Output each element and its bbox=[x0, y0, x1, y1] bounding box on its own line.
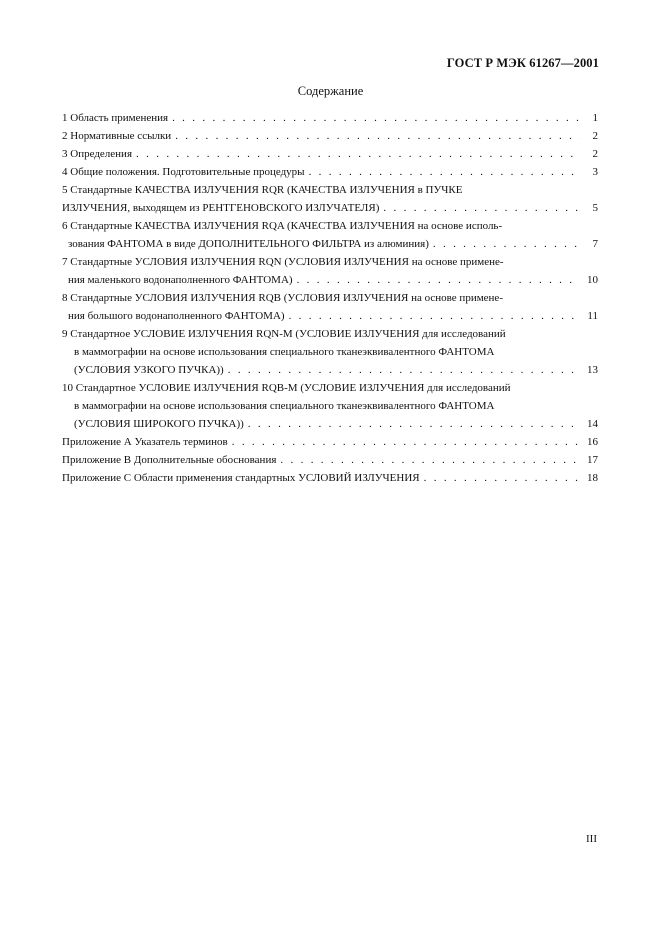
leader-dots bbox=[172, 109, 580, 127]
toc-page-number: 17 bbox=[587, 454, 598, 466]
toc-entry-text: (УСЛОВИЯ УЗКОГО ПУЧКА)) bbox=[74, 364, 224, 376]
toc-entry-text: в маммографии на основе использования специального тканеэквивалентного ФАНТОМА bbox=[74, 400, 495, 412]
toc-entry-text: Приложение В Дополнительные обоснования bbox=[62, 454, 277, 466]
toc-entry-text: 2 Нормативные ссылки bbox=[62, 130, 172, 142]
toc-entry-text: 1 Область применения bbox=[62, 112, 169, 124]
toc-entry-text: ния маленького водонаполненного ФАНТОМА) bbox=[68, 274, 293, 286]
leader-dots bbox=[424, 469, 580, 487]
toc-page-number: 1 bbox=[592, 112, 598, 124]
toc-page-number: 11 bbox=[587, 310, 598, 322]
toc-entry-text: 5 Стандартные КАЧЕСТВА ИЗЛУЧЕНИЯ RQR (КАЧЕСТВА ИЗЛУЧЕНИЯ в ПУЧКЕ bbox=[62, 184, 463, 196]
toc-entry-3[interactable] bbox=[62, 145, 598, 163]
toc-title: Содержание bbox=[297, 84, 364, 98]
toc-page-number: 10 bbox=[587, 274, 598, 286]
leader-dots bbox=[297, 271, 580, 289]
toc-entry-10[interactable] bbox=[62, 379, 598, 433]
toc-entry-text: в маммографии на основе использования специального тканеэквивалентного ФАНТОМА bbox=[74, 346, 495, 358]
toc-page-number: 7 bbox=[592, 238, 598, 250]
page-number: III bbox=[586, 833, 597, 845]
toc-entry-4[interactable] bbox=[62, 163, 598, 181]
document-header-id: ГОСТ Р МЭК 61267—2001 bbox=[446, 56, 599, 70]
toc-entry-8[interactable] bbox=[62, 289, 598, 325]
toc-entry-9[interactable] bbox=[62, 325, 598, 379]
toc-appendix-a[interactable] bbox=[62, 433, 598, 451]
leader-dots bbox=[228, 361, 580, 379]
toc-appendix-b[interactable] bbox=[62, 451, 598, 469]
toc-page-number: 2 bbox=[592, 130, 598, 142]
leader-dots bbox=[136, 145, 580, 163]
leader-dots bbox=[232, 433, 580, 451]
toc-entry-text: зования ФАНТОМА в виде ДОПОЛНИТЕЛЬНОГО ФИЛЬТРА из алюминия) bbox=[68, 238, 429, 250]
toc-entry-text: 9 Стандартное УСЛОВИЕ ИЗЛУЧЕНИЯ RQN-M (УСЛОВИЕ ИЗЛУЧЕНИЯ для исследований bbox=[62, 328, 506, 340]
toc-page-number: 16 bbox=[587, 436, 598, 448]
toc-entry-text: Приложение С Области применения стандартных УСЛОВИЙ ИЗЛУЧЕНИЯ bbox=[62, 472, 420, 484]
leader-dots bbox=[175, 127, 580, 145]
toc-entry-text: 6 Стандартные КАЧЕСТВА ИЗЛУЧЕНИЯ RQA (КАЧЕСТВА ИЗЛУЧЕНИЯ на основе исполь- bbox=[62, 220, 503, 232]
leader-dots bbox=[433, 235, 580, 253]
toc-entry-text: ния большого водонаполненного ФАНТОМА) bbox=[68, 310, 285, 322]
leader-dots bbox=[289, 307, 580, 325]
toc-entry-text: 4 Общие положения. Подготовительные процедуры bbox=[62, 166, 305, 178]
toc-entry-text: 3 Определения bbox=[62, 148, 133, 160]
leader-dots bbox=[280, 451, 580, 469]
leader-dots bbox=[383, 199, 580, 217]
toc-page-number: 2 bbox=[592, 148, 598, 160]
table-of-contents bbox=[62, 109, 598, 487]
toc-entry-text: ИЗЛУЧЕНИЯ, выходящем из РЕНТГЕНОВСКОГО ИЗЛУЧАТЕЛЯ) bbox=[62, 202, 380, 214]
toc-page-number: 13 bbox=[587, 364, 598, 376]
toc-entry-6[interactable] bbox=[62, 217, 598, 253]
toc-entry-text: 7 Стандартные УСЛОВИЯ ИЗЛУЧЕНИЯ RQN (УСЛОВИЯ ИЗЛУЧЕНИЯ на основе примене- bbox=[62, 256, 504, 268]
toc-page-number: 3 bbox=[592, 166, 598, 178]
toc-entry-5[interactable] bbox=[62, 181, 598, 217]
toc-entry-7[interactable] bbox=[62, 253, 598, 289]
toc-entry-2[interactable] bbox=[62, 127, 598, 145]
leader-dots bbox=[309, 163, 580, 181]
toc-entry-text: 8 Стандартные УСЛОВИЯ ИЗЛУЧЕНИЯ RQB (УСЛОВИЯ ИЗЛУЧЕНИЯ на основе примене- bbox=[62, 292, 503, 304]
toc-entry-text: (УСЛОВИЯ ШИРОКОГО ПУЧКА)) bbox=[74, 418, 244, 430]
toc-appendix-c[interactable] bbox=[62, 469, 598, 487]
toc-page-number: 18 bbox=[587, 472, 598, 484]
leader-dots bbox=[248, 415, 580, 433]
toc-entry-text: Приложение А Указатель терминов bbox=[62, 436, 228, 448]
toc-entry-text: 10 Стандартное УСЛОВИЕ ИЗЛУЧЕНИЯ RQB-M (УСЛОВИЕ ИЗЛУЧЕНИЯ для исследований bbox=[62, 382, 511, 394]
toc-page-number: 14 bbox=[587, 418, 598, 430]
toc-page-number: 5 bbox=[592, 202, 598, 214]
toc-entry-1[interactable] bbox=[62, 109, 598, 127]
